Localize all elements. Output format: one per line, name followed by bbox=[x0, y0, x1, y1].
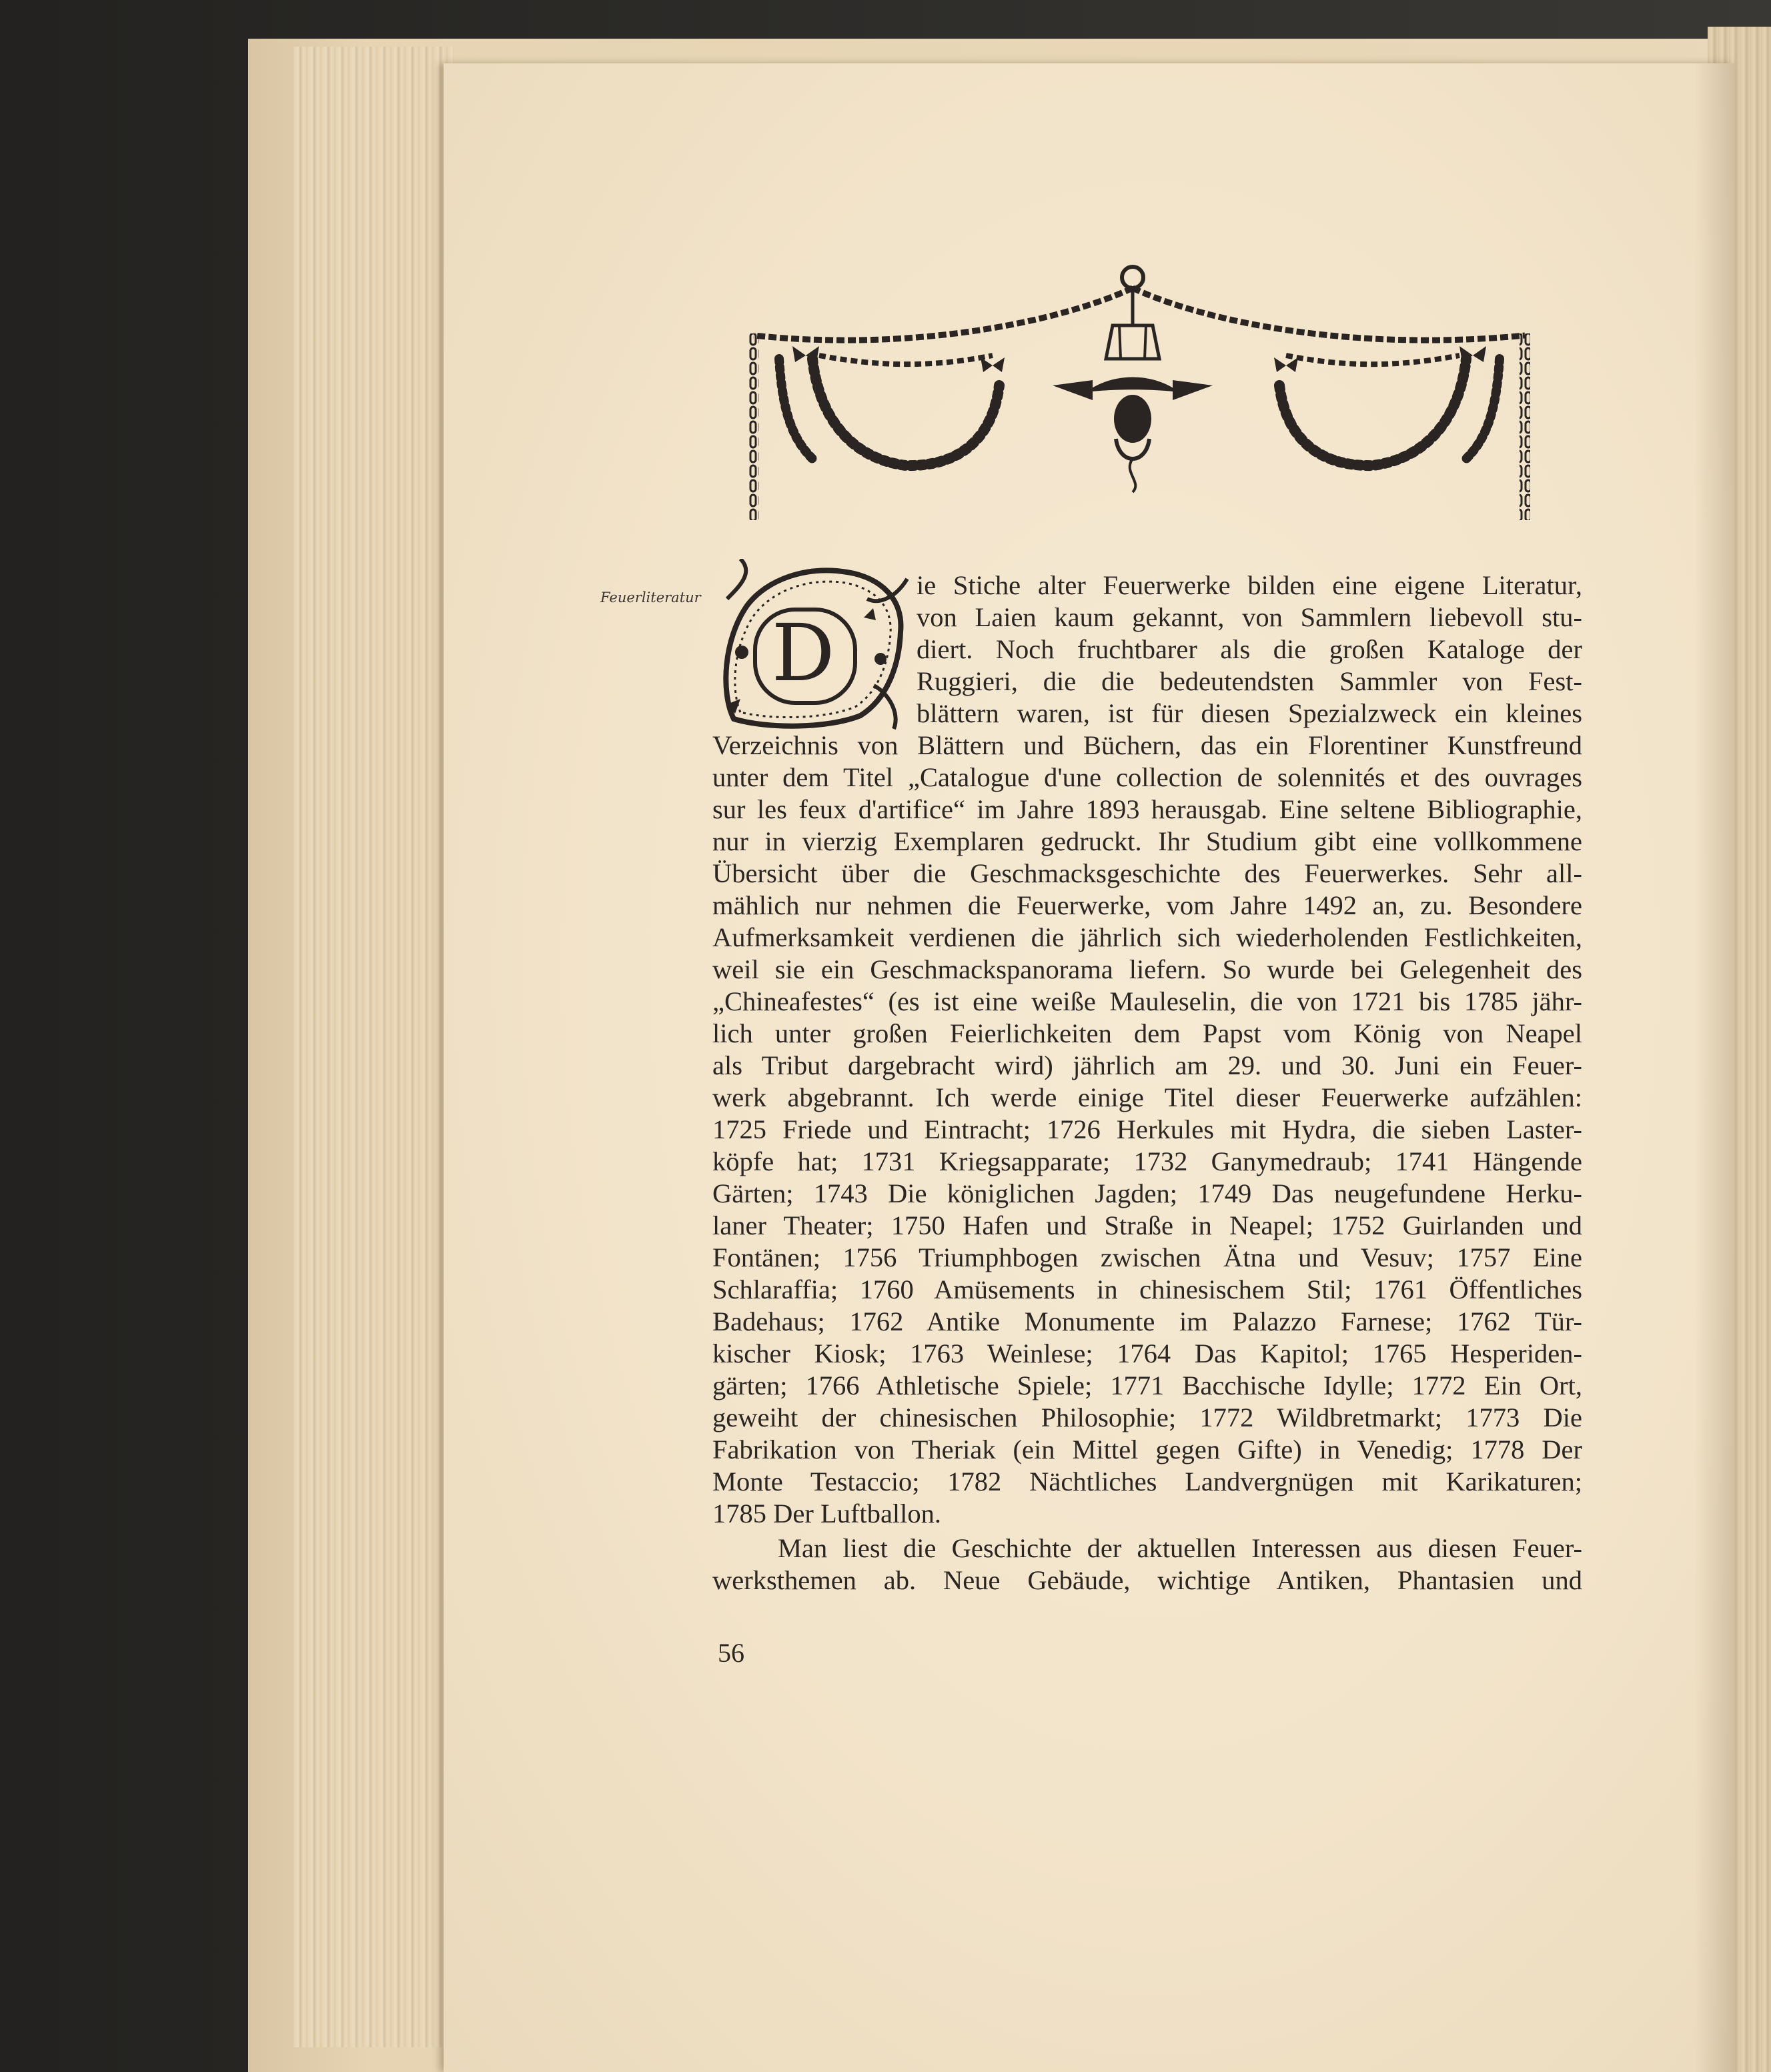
text-line: unter dem Titel „Catalogue d'une collection de solennités et des ouvrages bbox=[712, 762, 1582, 792]
drop-cap-letter: D bbox=[771, 607, 835, 699]
text-line: Fabrikation von Theriak (ein Mittel gegen Gifte) in Venedig; 1778 Der bbox=[712, 1434, 1582, 1464]
text-line: geweiht der chinesischen Philosophie; 1772 Wildbretmarkt; 1773 Die bbox=[712, 1402, 1582, 1432]
text-line: köpfe hat; 1731 Kriegsapparate; 1732 Ganymedraub; 1741 Hängende bbox=[712, 1146, 1582, 1176]
text-line: ie Stiche alter Feuerwerke bilden eine eigene Literatur, bbox=[917, 570, 1582, 600]
text-line: kischer Kiosk; 1763 Weinlese; 1764 Das Kapitol; 1765 Hesperiden- bbox=[712, 1338, 1582, 1368]
text-line: Übersicht über die Geschmacksgeschichte des Feuerwerkes. Sehr all- bbox=[712, 858, 1582, 888]
text-line: mählich nur nehmen die Feuerwerke, vom Jahre 1492 an, zu. Besondere bbox=[712, 890, 1582, 920]
garland-ornament bbox=[739, 259, 1540, 526]
text-line: als Tribut dargebracht wird) jährlich am 29. und 30. Juni ein Feuer- bbox=[712, 1050, 1582, 1080]
text-line: lich unter großen Feierlichkeiten dem Papst vom König von Neapel bbox=[712, 1018, 1582, 1048]
text-line: diert. Noch fruchtbarer als die großen Kataloge der bbox=[917, 634, 1582, 664]
text-line: Aufmerksamkeit verdienen die jährlich sich wiederholenden Festlichkeiten, bbox=[712, 922, 1582, 952]
text-line: 1725 Friede und Eintracht; 1726 Herkules mit Hydra, die sieben Laster- bbox=[712, 1114, 1582, 1144]
text-line: sur les feux d'artifice“ im Jahre 1893 herausgab. Eine seltene Bibliographie, bbox=[712, 794, 1582, 824]
margin-note: Feuerliteratur bbox=[600, 590, 701, 606]
text-line: werk abgebrannt. Ich werde einige Titel dieser Feuerwerke aufzählen: bbox=[712, 1082, 1582, 1112]
text-line: von Laien kaum gekannt, von Sammlern liebevoll stu- bbox=[917, 602, 1582, 632]
text-line: Badehaus; 1762 Antike Monumente im Palazzo Farnese; 1762 Tür- bbox=[712, 1306, 1582, 1336]
text-line: Gärten; 1743 Die königlichen Jagden; 1749 Das neugefundene Herku- bbox=[712, 1178, 1582, 1208]
text-line: Man liest die Geschichte der aktuellen Interessen aus diesen Feuer- bbox=[778, 1533, 1582, 1563]
text-line: Ruggieri, die die bedeutendsten Sammler von Fest- bbox=[917, 666, 1582, 696]
text-line: blättern waren, ist für diesen Spezialzweck ein kleines bbox=[917, 698, 1582, 728]
text-line: laner Theater; 1750 Hafen und Straße in Neapel; 1752 Guirlanden und bbox=[712, 1210, 1582, 1240]
text-line: gärten; 1766 Athletische Spiele; 1771 Bacchische Idylle; 1772 Ein Ort, bbox=[712, 1370, 1582, 1400]
text-line: werksthemen ab. Neue Gebäude, wichtige Antiken, Phantasien und bbox=[712, 1565, 1582, 1595]
text-line: weil sie ein Geschmackspanorama liefern. So wurde bei Gelegenheit des bbox=[712, 954, 1582, 984]
text-line: „Chineafestes“ (es ist eine weiße Mauleselin, die von 1721 bis 1785 jähr- bbox=[712, 986, 1582, 1016]
text-line: Fontänen; 1756 Triumphbogen zwischen Ätna und Vesuv; 1757 Eine bbox=[712, 1242, 1582, 1272]
text-line: Verzeichnis von Blättern und Büchern, das ein Florentiner Kunstfreund bbox=[712, 730, 1582, 760]
page-gutter-shadow bbox=[1694, 63, 1734, 2072]
text-line: 1785 Der Luftballon. bbox=[712, 1498, 942, 1528]
text-line: nur in vierzig Exemplaren gedruckt. Ihr Studium gibt eine vollkommene bbox=[712, 826, 1582, 856]
page-number: 56 bbox=[718, 1638, 744, 1668]
page-stack-left bbox=[293, 47, 454, 2047]
text-line: Schlaraffia; 1760 Amüsements in chinesischem Stil; 1761 Öffentliches bbox=[712, 1274, 1582, 1304]
text-line: Monte Testaccio; 1782 Nächtliches Landvergnügen mit Karikaturen; bbox=[712, 1466, 1582, 1496]
